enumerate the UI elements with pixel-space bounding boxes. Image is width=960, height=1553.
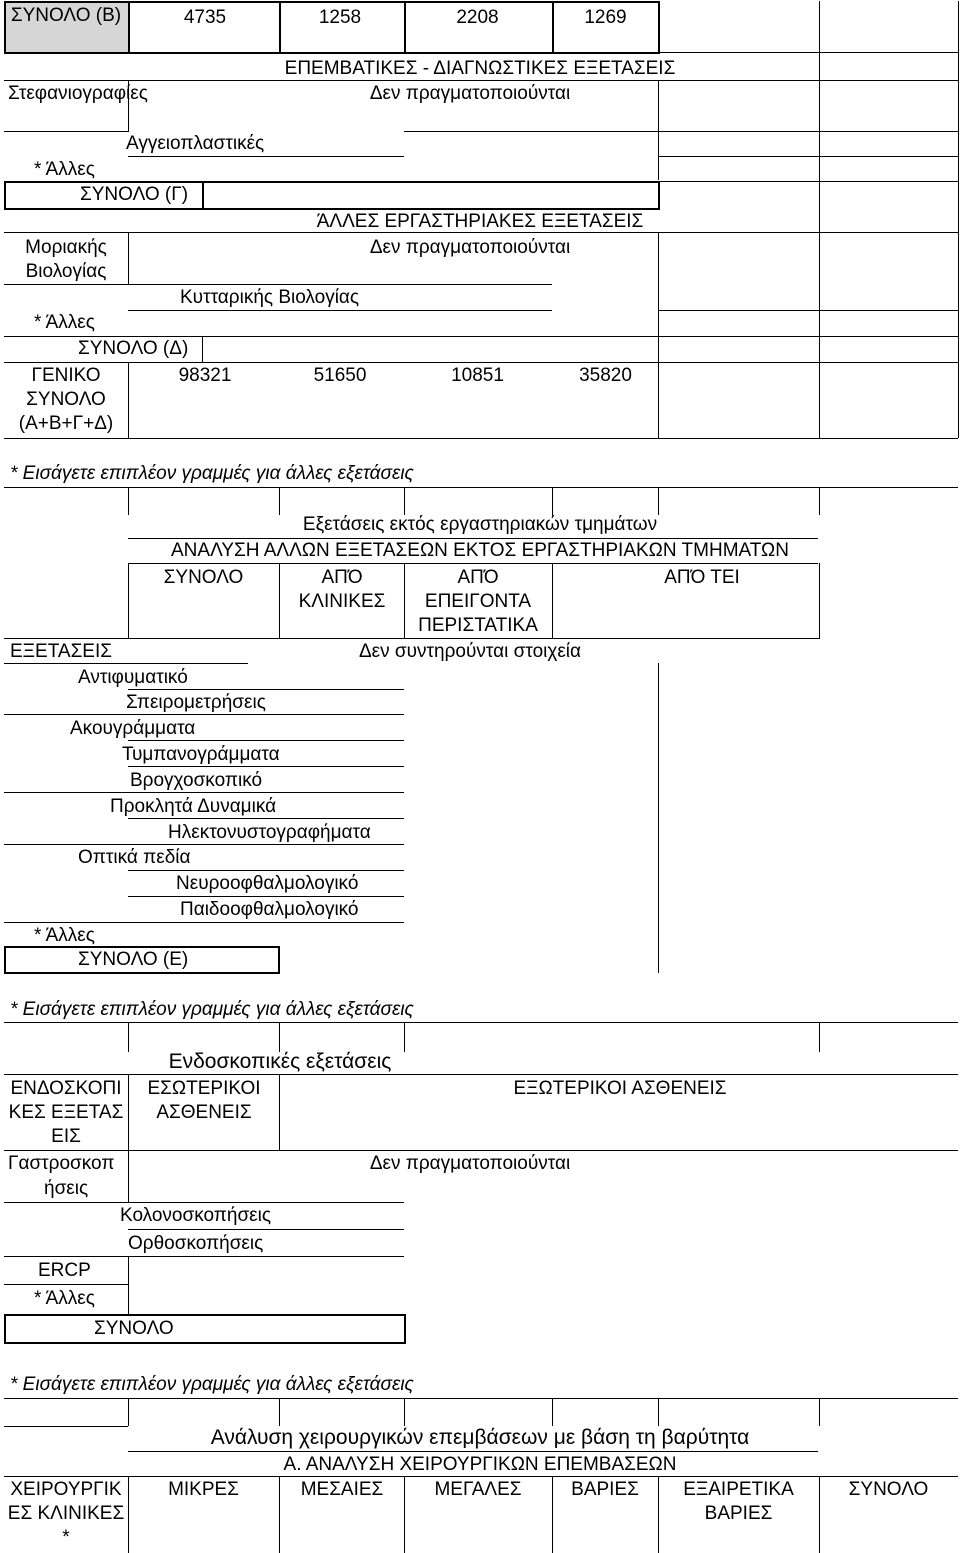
- total-b-value-4: 1269: [584, 7, 627, 28]
- col-e-tei: ΑΠΌ ΤΕΙ: [664, 567, 740, 588]
- section-e-title: Εξετάσεις εκτός εργαστηριακών τμημάτων: [302, 514, 658, 535]
- row-g-others: * Άλλες: [34, 159, 95, 180]
- row-aggeioplastikes: Αγγειοπλαστικές: [126, 133, 265, 154]
- row-e-1: Αντιφυματικό: [78, 667, 188, 688]
- section-e-subtitle: ΑΝΑΛΥΣΗ ΑΛΛΩΝ ΕΞΕΤΑΣΕΩΝ ΕΚΤΟΣ ΕΡΓΑΣΤΗΡΙΑΚΩΝ ΤΜΗΜΑΤΩΝ: [171, 540, 789, 561]
- row-e-2: Σπειρομετρήσεις: [126, 692, 266, 713]
- row-moriakis-biologias: Μοριακής Βιολογίας: [25, 237, 107, 282]
- endo-row-header: ΕΝΔΟΣΚΟΠΙΚΕΣ ΕΞΕΤΑΣΕΙΣ: [8, 1078, 124, 1147]
- endo-row-1a: Γαστροσκοπ: [8, 1153, 115, 1174]
- grand-total-value-4: 35820: [579, 365, 632, 386]
- section-d-heading: ΆΛΛΕΣ ΕΡΓΑΣΤΗΡΙΑΚΕΣ ΕΞΕΤΑΣΕΙΣ: [316, 211, 644, 232]
- endo-row-1b: ήσεις: [44, 1178, 89, 1199]
- grand-total-value-3: 10851: [451, 365, 504, 386]
- surg-col-4: ΒΑΡΙΕΣ: [571, 1479, 639, 1500]
- row-stefaniografies: Στεφανιογραφίες: [8, 83, 148, 104]
- row-e-6: Προκλητά Δυναμικά: [110, 796, 277, 817]
- row-e-header: ΕΞΕΤΑΣΕΙΣ: [10, 641, 113, 662]
- row-e-others: * Άλλες: [34, 925, 95, 946]
- total-b-label: ΣΥΝΟΛΟ (Β): [10, 5, 122, 26]
- endo-row-others: * Άλλες: [34, 1288, 95, 1309]
- grand-total-value-1: 98321: [178, 365, 232, 386]
- endo-total-box: [4, 1314, 406, 1344]
- section-g-not-performed: Δεν πραγματοποιούνται: [369, 83, 571, 104]
- row-e-10: Παιδοοφθαλμολογικό: [180, 899, 359, 920]
- row-e-7: Ηλεκτονυστογραφήματα: [168, 822, 371, 843]
- grand-total-value-2: 51650: [313, 365, 367, 386]
- note-extra-rows-2: * Εισάγετε επιπλέον γραμμές για άλλες εξετάσεις: [10, 999, 414, 1020]
- section-surg-subtitle: Α. ΑΝΑΛΥΣΗ ΧΕΙΡΟΥΡΓΙΚΩΝ ΕΠΕΜΒΑΣΕΩΝ: [283, 1454, 677, 1475]
- row-e-9: Νευροοφθαλμολογικό: [176, 873, 359, 894]
- total-d-label: ΣΥΝΟΛΟ (Δ): [78, 338, 189, 359]
- total-b-value-1: 4735: [183, 7, 227, 28]
- row-e-5: Βρογχοσκοπικό: [130, 770, 263, 791]
- endo-not-performed: Δεν πραγματοποιούνται: [369, 1153, 571, 1174]
- note-extra-rows-1: * Εισάγετε επιπλέον γραμμές για άλλες εξετάσεις: [10, 463, 414, 484]
- total-b-value-2: 1258: [318, 7, 362, 28]
- row-kyttarikis-biologias: Κυτταρικής Βιολογίας: [180, 287, 360, 308]
- surg-col-2: ΜΕΣΑΙΕΣ: [300, 1479, 384, 1500]
- row-e-3: Ακουγράμματα: [70, 718, 196, 739]
- surg-col-5: ΕΞΑΙΡΕΤΙΚΑ ΒΑΡΙΕΣ: [683, 1479, 794, 1524]
- section-surg-title: Ανάλυση χειρουργικών επεμβάσεων με βάση τη βαρύτητα: [210, 1426, 750, 1449]
- endo-total-label: ΣΥΝΟΛΟ: [94, 1318, 174, 1339]
- endo-col-internal: ΕΣΩΤΕΡΙΚΟΙ ΑΣΘΕΝΕΙΣ: [147, 1078, 261, 1123]
- endo-col-external: ΕΞΩΤΕΡΙΚΟΙ ΑΣΘΕΝΕΙΣ: [513, 1078, 727, 1099]
- row-e-8: Οπτικά πεδία: [78, 847, 191, 868]
- total-b-value-3: 2208: [456, 7, 499, 28]
- total-g-label: ΣΥΝΟΛΟ (Γ): [80, 184, 189, 205]
- grand-total-label: ΓΕΝΙΚΟ ΣΥΝΟΛΟ (Α+Β+Γ+Δ): [18, 365, 114, 434]
- col-e-emergency: ΑΠΌ ΕΠΕΙΓΟΝΤΑ ΠΕΡΙΣΤΑΤΙΚΑ: [418, 567, 538, 636]
- section-e-no-data: Δεν συντηρούνται στοιχεία: [358, 641, 582, 662]
- col-e-total: ΣΥΝΟΛΟ: [163, 567, 244, 588]
- note-extra-rows-3: * Εισάγετε επιπλέον γραμμές για άλλες εξετάσεις: [10, 1374, 414, 1395]
- surg-col-3: ΜΕΓΑΛΕΣ: [434, 1479, 522, 1500]
- surg-col-6: ΣΥΝΟΛΟ: [848, 1479, 929, 1500]
- section-endo-title: Ενδοσκοπικές εξετάσεις: [168, 1050, 392, 1073]
- surg-col-1: ΜΙΚΡΕΣ: [168, 1479, 239, 1500]
- section-g-heading: ΕΠΕΜΒΑΤΙΚΕΣ - ΔΙΑΓΝΩΣΤΙΚΕΣ ΕΞΕΤΑΣΕΙΣ: [284, 58, 676, 79]
- total-e-label: ΣΥΝΟΛΟ (Ε): [78, 949, 189, 970]
- col-e-clinics: ΑΠΌ ΚΛΙΝΙΚΕΣ: [298, 567, 386, 612]
- endo-row-4: ERCP: [38, 1260, 91, 1281]
- endo-row-2: Κολονοσκοπήσεις: [120, 1205, 272, 1226]
- endo-row-3: Ορθοσκοπήσεις: [128, 1233, 264, 1254]
- surg-row-header: ΧΕΙΡΟΥΡΓΙΚΕΣ ΚΛΙΝΙΚΕΣ *: [7, 1479, 125, 1548]
- row-e-4: Τυμπανογράμματα: [122, 744, 280, 765]
- row-d-others: * Άλλες: [34, 312, 95, 333]
- section-d-not-performed: Δεν πραγματοποιούνται: [369, 237, 571, 258]
